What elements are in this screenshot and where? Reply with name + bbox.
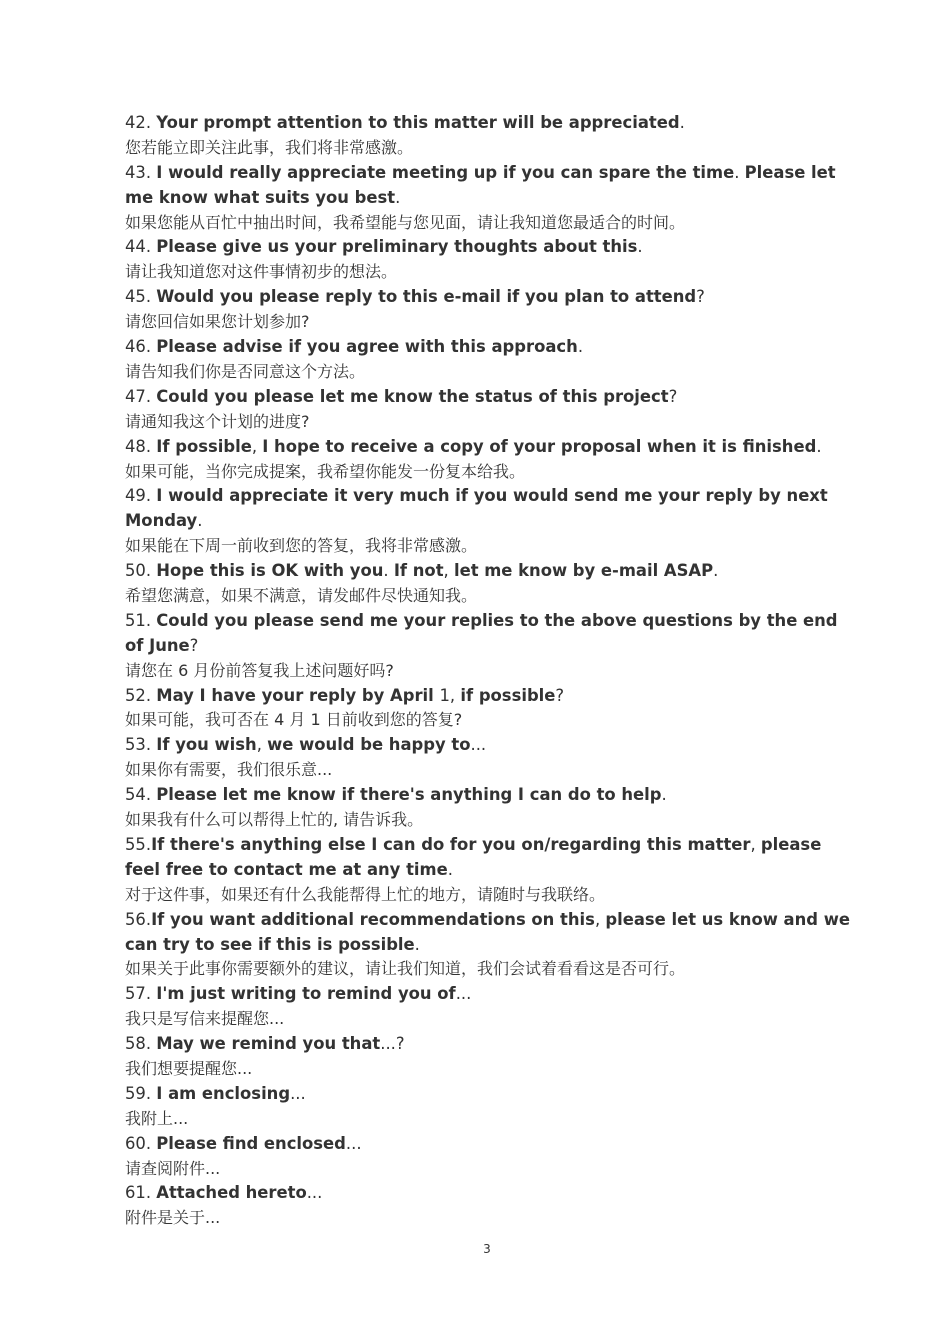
phrase-punctuation: ,	[594, 909, 606, 929]
phrase-bold-text: If there's anything else I can do for you on/regarding this matter	[151, 834, 751, 854]
english-phrase	[125, 783, 850, 808]
phrase-number: 58.	[125, 1034, 157, 1054]
phrase-bold-text: Please let me know what suits you best	[125, 162, 836, 207]
phrase-punctuation: .	[713, 561, 719, 581]
phrase-punctuation: .	[816, 436, 822, 456]
chinese-translation: 请您在 6 月份前答复我上述问题好吗?	[125, 660, 394, 680]
phrase-bold-text: please feel free to contact me at any time	[125, 834, 822, 879]
chinese-translation: 请查阅附件...	[125, 1158, 221, 1178]
english-phrase	[125, 1132, 850, 1157]
phrase-punctuation: ...	[470, 735, 487, 755]
phrase-punctuation: .	[447, 859, 453, 879]
phrase-punctuation: .	[395, 187, 401, 207]
english-phrase	[125, 833, 850, 883]
phrase-number: 56.	[125, 909, 152, 929]
english-phrase	[125, 684, 850, 709]
phrase-punctuation: ...	[345, 1133, 362, 1153]
phrase-number: 57.	[125, 984, 157, 1004]
chinese-translation: 请您回信如果您计划参加?	[125, 312, 310, 332]
phrase-punctuation: .	[637, 237, 643, 257]
english-phrase	[125, 285, 850, 310]
phrase-bold-text: I am enclosing	[156, 1083, 291, 1103]
phrase-punctuation: ,	[256, 735, 268, 755]
phrase-number: 60.	[125, 1133, 157, 1153]
phrase-number: 44.	[125, 237, 157, 257]
phrase-list	[125, 111, 850, 1231]
phrase-punctuation: .	[661, 785, 667, 805]
phrase-punctuation: ?	[189, 635, 199, 655]
phrase-punctuation: ?	[555, 685, 565, 705]
chinese-translation: 如果你有需要，我们很乐意...	[125, 760, 333, 780]
phrase-bold-text: Please find enclosed	[156, 1133, 346, 1153]
english-phrase	[125, 435, 850, 460]
english-phrase	[125, 161, 850, 211]
phrase-number: 61.	[125, 1183, 157, 1203]
english-phrase	[125, 484, 850, 534]
phrase-number: 43.	[125, 162, 157, 182]
english-phrase	[125, 733, 850, 758]
english-phrase	[125, 609, 850, 659]
phrase-bold-text: If not	[393, 561, 444, 581]
phrase-bold-text: I'm just writing to remind you of	[156, 984, 456, 1004]
phrase-bold-text: I would appreciate it very much if you would send me your reply by next Monday	[125, 486, 828, 531]
english-phrase	[125, 1032, 850, 1057]
phrase-punctuation: ?	[668, 386, 678, 406]
phrase-bold-text: please let us know and we can try to see if this is possible	[125, 909, 850, 954]
chinese-translation: 请告知我们你是否同意这个方法。	[125, 361, 366, 381]
phrase-punctuation: .	[577, 337, 584, 357]
page-number: 3	[483, 1242, 491, 1256]
phrase-punctuation: .	[383, 561, 394, 581]
phrase-punctuation: ,	[750, 834, 761, 854]
phrase-bold-text: let me know by e-mail ASAP	[453, 561, 714, 581]
english-phrase	[125, 111, 850, 136]
phrase-bold-text: Please give us your preliminary thoughts about this	[156, 237, 638, 257]
phrase-number: 55.	[125, 834, 152, 854]
phrase-number: 52.	[125, 685, 157, 705]
phrase-bold-text: I would really appreciate meeting up if you can spare the time	[156, 162, 735, 182]
chinese-translation: 您若能立即关注此事，我们将非常感激。	[125, 137, 414, 157]
chinese-translation: 如果能在下周一前收到您的答复，我将非常感激。	[125, 536, 478, 556]
chinese-translation: 如果您能从百忙中抽出时间，我希望能与您见面，请让我知道您最适合的时间。	[125, 212, 686, 232]
phrase-number: 50.	[125, 561, 157, 581]
english-phrase	[125, 335, 850, 360]
english-phrase	[125, 982, 850, 1007]
chinese-translation: 我附上...	[125, 1108, 189, 1128]
phrase-number: 47.	[125, 386, 157, 406]
phrase-bold-text: Could you please send me your replies to the above questions by the end of June	[125, 610, 838, 655]
phrase-punctuation: .	[734, 162, 745, 182]
english-phrase	[125, 1082, 850, 1107]
phrase-number: 54.	[125, 785, 157, 805]
chinese-translation: 如果可能，我可否在 4 月 1 日前收到您的答复?	[125, 710, 463, 730]
english-phrase	[125, 1181, 850, 1206]
english-phrase	[125, 908, 850, 958]
english-phrase	[125, 559, 850, 584]
phrase-bold-text: If you want additional recommendations on this	[151, 909, 595, 929]
phrase-bold-text: May we remind you that	[156, 1034, 381, 1054]
chinese-translation: 附件是关于...	[125, 1208, 221, 1228]
english-phrase	[125, 235, 850, 260]
phrase-punctuation: ...	[306, 1183, 323, 1203]
phrase-bold-text: if possible	[460, 685, 556, 705]
phrase-bold-text: Please advise if you agree with this approach	[156, 337, 578, 357]
phrase-bold-text: we would be happy to	[267, 735, 471, 755]
chinese-translation: 如果可能，当你完成提案，我希望你能发一份复本给我。	[125, 461, 526, 481]
phrase-bold-text: I hope to receive a copy of your proposal when it is finished	[262, 436, 817, 456]
phrase-number: 53.	[125, 735, 157, 755]
phrase-bold-text: Could you please let me know the status of this project	[156, 386, 669, 406]
phrase-bold-text: Would you please reply to this e-mail if you plan to attend	[156, 287, 697, 307]
chinese-translation: 如果关于此事你需要额外的建议，请让我们知道，我们会试着看看这是否可行。	[125, 959, 686, 979]
chinese-translation: 我只是写信来提醒您...	[125, 1009, 285, 1029]
phrase-punctuation: ...?	[380, 1034, 405, 1054]
phrase-punctuation: .	[197, 511, 203, 531]
chinese-translation: 请通知我这个计划的进度?	[125, 411, 310, 431]
phrase-number: 59.	[125, 1083, 157, 1103]
phrase-punctuation: ...	[455, 984, 472, 1004]
english-phrase	[125, 385, 850, 410]
phrase-punctuation: 1,	[439, 685, 461, 705]
phrase-bold-text: If you wish	[156, 735, 257, 755]
phrase-punctuation: ?	[696, 287, 705, 307]
phrase-number: 51.	[125, 610, 157, 630]
phrase-punctuation: ...	[290, 1083, 306, 1103]
phrase-punctuation: .	[414, 934, 420, 954]
chinese-translation: 如果我有什么可以帮得上忙的, 请告诉我。	[125, 810, 424, 830]
phrase-number: 45.	[125, 287, 157, 307]
chinese-translation: 我们想要提醒您...	[125, 1059, 253, 1078]
phrase-number: 48.	[125, 436, 157, 456]
phrase-bold-text: Please let me know if there's anything I can do to help	[156, 785, 662, 805]
phrase-bold-text: May I have your reply by April	[156, 685, 440, 705]
phrase-bold-text: If possible	[156, 436, 252, 456]
chinese-translation: 请让我知道您对这件事情初步的想法。	[125, 262, 398, 282]
phrase-punctuation: ,	[443, 561, 454, 581]
phrase-punctuation: ,	[251, 436, 263, 456]
phrase-bold-text: Your prompt attention to this matter will be appreciated	[156, 113, 680, 132]
phrase-number: 46.	[125, 337, 157, 357]
chinese-translation: 希望您满意，如果不满意，请发邮件尽快通知我。	[125, 585, 478, 605]
phrase-bold-text: Hope this is OK with you	[156, 561, 384, 581]
phrase-number: 42.	[125, 113, 157, 132]
chinese-translation: 对于这件事，如果还有什么我能帮得上忙的地方，请随时与我联络。	[125, 884, 606, 904]
phrase-punctuation: .	[679, 113, 685, 132]
phrase-number: 49.	[125, 486, 157, 506]
phrase-bold-text: Attached hereto	[156, 1183, 307, 1203]
